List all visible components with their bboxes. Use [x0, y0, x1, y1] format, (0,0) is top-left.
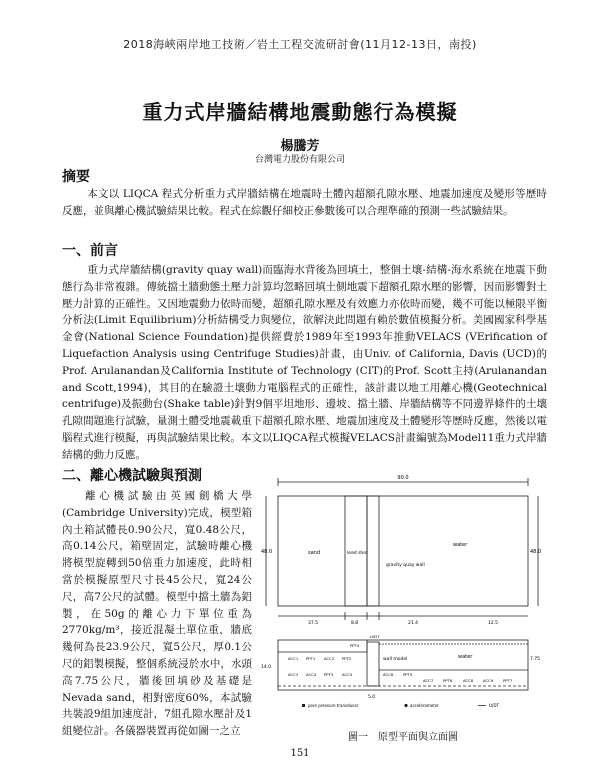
plan-and-section-diagram: [258, 470, 548, 718]
legend-item: pore pressure transducer: [308, 703, 359, 708]
legend-item: accelerometer: [410, 703, 439, 708]
legend: [302, 703, 500, 708]
instrument-label: LVDT: [370, 634, 380, 639]
instrument-label: ACC4: [306, 672, 317, 677]
paper-title: 重力式岸牆結構地震動態行為模擬: [142, 100, 458, 124]
instrument-label: ACC3: [288, 672, 299, 677]
plan-lead-shot-label: lead shot: [347, 551, 368, 556]
legend-acc-marker: [404, 704, 407, 707]
instrument-label: PPT5: [403, 672, 413, 677]
instrument-label: PPT2: [342, 656, 352, 661]
plan-left-dim: 48.0: [261, 549, 273, 555]
section-dim-3: 7.75: [530, 657, 541, 662]
section1-text: 重力式岸牆結構(gravity quay wall)而臨海水背後為回填土，整個土壤-結構-海水系統在地震下動態行為非常複雜。傳統擋土牆動態土壓力計算均忽略回填土側地震下超額孔隙水壓的影響，因而影響對土壓力計算的正確性。又因地震動力依時而變，超額孔隙水壓及有效應力亦依時而變，幾不可能以極限平衡分析法(Limit Equilibrium)分析結構受力與變位，欲解決此問題有賴於數值模擬分析。美國國家科學基金會(National Science Foundation)提供經費於1989年至1993年推動VELACS (VErification of Liquefaction Analysis using Centrifuge Studies)計畫，由Univ. of California, Davis (UCD)的Prof. Arulanandan及California Institute of Technology (CIT)的Prof. Scott主持(Arulanandan and Scott,1994)，其目的在驗證土壤動力電腦程式的正確性，該計畫以地工用離心機(Geotechnical centrifuge)及振動台(Shake table)針對9個平坦地形、邊坡、擋土牆、岸牆結構等不同邊界條件的土壤孔隙間題進行試驗，量測土體受地震載重下超額孔隙水壓、地震加速度及土體變形等歷時反應，然後以電腦程式進行模擬，再與試驗結果比較。本文以LIQCA程式模擬VELACS計畫編號為Model11重力式岸牆結構的動力反應。: [62, 264, 548, 461]
instrument-label: ACC7: [423, 678, 434, 683]
instrument-label: ACC5: [342, 672, 353, 677]
author-name: 楊騰芳: [280, 139, 320, 154]
instrument-label: ACC9: [483, 678, 494, 683]
instrument-label: PPT3: [324, 672, 334, 677]
plan-wall: [367, 496, 379, 606]
section-wall-label: wall model: [383, 657, 408, 662]
abstract-text: 本文以 LIQCA 程式分析重力式岸牆結構在地震時土體內超額孔隙水壓、地震加速度及變形等歷時反應，並與離心機試驗結果比較。程式在綜觀仔細校正參數後可以合理準確的預測一些試驗結果。: [62, 188, 547, 217]
abstract-heading: 摘要: [62, 169, 90, 185]
instrument-label: PPT1: [306, 656, 316, 661]
plan-bottom-dim-4: 12.5: [488, 621, 499, 626]
author-affiliation: 台灣電力股份有限公司: [254, 155, 345, 165]
instrument-label: PPT6: [443, 678, 453, 683]
section2-heading: 二、離心機試驗與預測: [62, 468, 202, 484]
instrument-label: ACC1: [288, 656, 299, 661]
section-water-label: water: [458, 654, 473, 660]
plan-sand-label: sand: [308, 550, 321, 556]
section2-text: 離心機試驗由英國劍橋大學(Cambridge University)完成，模型箱內土箱試體長0.90公尺，寬0.48公尺，高0.14公尺，箱壁固定，試驗時離心機將模型旋轉到50倍重力加速度，此時相當於模擬原型尺寸長45公尺，寬24公尺，高7公尺的試體。模型中擋土牆為鋁製，在50g的離心力下單位重為2770kg/m³，接近混凝土單位重，牆底幾何為長23.9公尺，寬5公尺，厚0.1公尺的鋁製模擬，整個系統浸於水中，水頭高7.75公尺，牆後回填砂及基礎是Nevada sand，相對密度60%，本試驗共裝設9組加速度計，7組孔隙水壓計及1組變位計。各儀器裝置再從如圖一之立: [62, 490, 252, 738]
section-dim-1: 14.0: [261, 665, 272, 670]
instrument-label: ACC8: [463, 678, 474, 683]
figure-caption: 圖一 原型平面與立面圖: [348, 732, 458, 743]
plan-bottom-dim-3: 21.4: [408, 621, 419, 626]
plan-bottom-dim-1: 37.5: [308, 621, 319, 626]
plan-bottom-dim-2: 8.8: [351, 621, 359, 626]
section1-heading: 一、前言: [62, 243, 118, 259]
plan-right-dim: 48.0: [530, 549, 542, 555]
legend-item: LVDT: [489, 703, 500, 708]
plan-view: [266, 478, 538, 620]
figure-1: [258, 470, 548, 718]
section-dim-2: 5.0: [368, 695, 376, 700]
plan-wall-label: gravity quay wall: [386, 563, 425, 568]
instrument-label: PPT4: [350, 643, 360, 648]
legend-ppt-marker: [302, 704, 305, 707]
plan-top-dim: 90.0: [397, 475, 409, 481]
plan-water-label: water: [453, 542, 468, 548]
instrument-label: ACC6: [383, 672, 394, 677]
section-wall: [367, 642, 379, 686]
page-number: 151: [290, 748, 310, 759]
instrument-label: PPT7: [503, 678, 513, 683]
instrument-label: ACC2: [324, 656, 335, 661]
running-header: 2018海峽兩岸地工技術／岩土工程交流研討會(11月12-13日，南投): [123, 38, 477, 51]
